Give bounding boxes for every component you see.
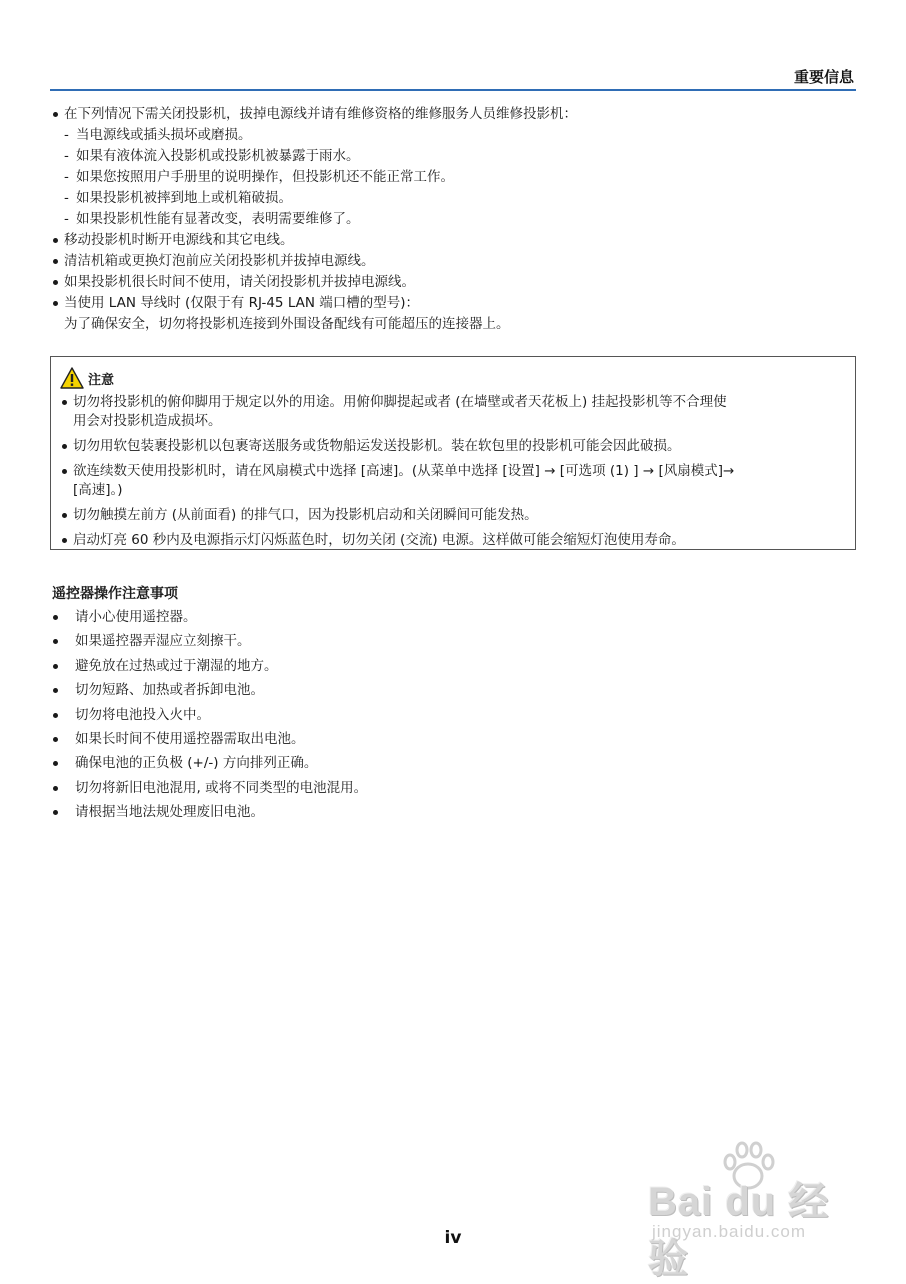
watermark-brand: Bai du 经验 xyxy=(648,1180,830,1281)
caution-item xyxy=(61,393,851,431)
caution-box xyxy=(50,356,856,550)
intro-line-text: 如果投影机被摔到地上或机箱破损。 xyxy=(76,190,292,206)
remote-item: 避免放在过热或过于潮湿的地方。 xyxy=(52,656,367,680)
intro-line-text: 如果有液体流入投影机或投影机被暴露于雨水。 xyxy=(76,148,360,164)
caution-item-line: 切勿用软包装裹投影机以包裹寄送服务或货物船运发送投影机。装在软包里的投影机可能会因此破损。 xyxy=(73,438,681,454)
intro-line: 为了确保安全，切勿将投影机连接到外围设备配线有可能超压的连接器上。 xyxy=(64,316,510,332)
intro-line-text: 当电源线或插头损坏或磨损。 xyxy=(76,127,252,143)
intro-line: - 如果投影机被摔到地上或机箱破损。 xyxy=(64,190,292,206)
remote-item: 切勿短路、加热或者拆卸电池。 xyxy=(52,680,367,704)
intro-line: - 如果您按照用户手册里的说明操作，但投影机还不能正常工作。 xyxy=(64,169,454,185)
remote-item: 请小心使用遥控器。 xyxy=(52,607,367,631)
intro-line: - 如果有液体流入投影机或投影机被暴露于雨水。 xyxy=(64,148,360,164)
remote-section-title: 遥控器操作注意事项 xyxy=(52,586,178,602)
intro-line-text: 如果您按照用户手册里的说明操作，但投影机还不能正常工作。 xyxy=(76,169,454,185)
watermark-url: jingyan.baidu.com xyxy=(652,1222,807,1241)
caution-header xyxy=(60,367,114,389)
intro-line: 当使用 LAN 导线时 (仅限于有 RJ-45 LAN 端口槽的型号)： xyxy=(52,293,858,314)
caution-item-line: 切勿将投影机的俯仰脚用于规定以外的用途。用俯仰脚提起或者 (在墙壁或者天花板上) 挂起投影机等不合理使 xyxy=(73,394,727,410)
intro-line-text: 如果投影机性能有显著改变，表明需要维修了。 xyxy=(76,211,360,227)
header-rule xyxy=(50,89,856,91)
caution-item-line: [高速]。) xyxy=(73,482,123,498)
caution-item-line: 欲连续数天使用投影机时，请在风扇模式中选择 [高速]。(从菜单中选择 [设置] → [可选项 (1) ] → [风扇模式]→ xyxy=(73,463,735,479)
caution-item xyxy=(61,531,851,550)
caution-item xyxy=(61,506,851,525)
intro-line: 在下列情况下需关闭投影机，拔掉电源线并请有维修资格的维修服务人员维修投影机： xyxy=(52,104,858,125)
caution-item-line: 切勿触摸左前方 (从前面看) 的排气口，因为投影机启动和关闭瞬间可能发热。 xyxy=(73,507,538,523)
page-number: iv xyxy=(444,1228,462,1248)
intro-line: - 当电源线或插头损坏或磨损。 xyxy=(64,127,252,143)
caution-item xyxy=(61,437,851,456)
remote-list xyxy=(52,607,367,827)
remote-item: 确保电池的正负极 (+/-) 方向排列正确。 xyxy=(52,753,367,777)
remote-item: 切勿将电池投入火中。 xyxy=(52,705,367,729)
intro-line: 清洁机箱或更换灯泡前应关闭投影机并拔掉电源线。 xyxy=(52,251,858,272)
remote-item: 请根据当地法规处理废旧电池。 xyxy=(52,802,367,826)
caution-list xyxy=(61,393,851,556)
remote-item: 如果遥控器弄湿应立刻擦干。 xyxy=(52,631,367,655)
intro-line: - 如果投影机性能有显著改变，表明需要维修了。 xyxy=(64,211,360,227)
remote-item: 如果长时间不使用遥控器需取出电池。 xyxy=(52,729,367,753)
caution-item-line: 用会对投影机造成损坏。 xyxy=(73,413,222,429)
caution-title: 注意 xyxy=(88,372,115,388)
caution-item-line: 启动灯亮 60 秒内及电源指示灯闪烁蓝色时，切勿关闭 (交流) 电源。这样做可能会缩短灯泡使用寿命。 xyxy=(73,532,685,548)
intro-section xyxy=(52,104,858,335)
remote-item: 切勿将新旧电池混用, 或将不同类型的电池混用。 xyxy=(52,778,367,802)
intro-line: 如果投影机很长时间不使用，请关闭投影机并拔掉电源线。 xyxy=(52,272,858,293)
intro-line: 移动投影机时断开电源线和其它电线。 xyxy=(52,230,858,251)
caution-item xyxy=(61,462,851,500)
page-header-title: 重要信息 xyxy=(793,68,854,86)
warning-icon xyxy=(60,367,84,389)
